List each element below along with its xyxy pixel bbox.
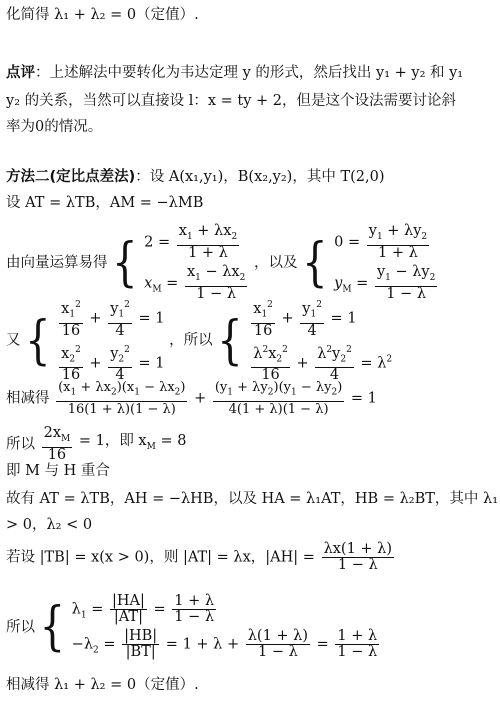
subtract-line: 相减得 $\frac{(x_1 + \lambda x_2)(x_1 - \lambda x_2)}{16(1 + \lambda)(1 - \lambda)}$ + $\frac{(y_1 + \lambda y_2)(y_1 - \lambda y_2)}{4(1 + \lambda)(1 - \lambda)}$ = 1 — [6, 380, 377, 417]
ellipse-system-line — [6, 296, 392, 385]
subtract-end: = 1 — [350, 390, 377, 407]
method-two-text: ：设 A(x₁,y₁)，B(x₂,y₂)，其中 T(2,0) — [135, 169, 385, 185]
conclusion-line-1: 化简得 λ₁ + λ₂ = 0（定值）. — [6, 7, 199, 23]
left-brace: { — [112, 232, 138, 293]
coincide-line: 即 M 与 H 重合 — [6, 463, 110, 479]
comment-line-2: y₂ 的关系，当然可以直接设 l：x = ty + 2，但是这个设法需要讨论斜 — [6, 93, 457, 109]
system-y: 0 = $\frac{y_1 + \lambda y_2}{1 + \lambda}$ $y_M$ = $\frac{y_1 - \lambda y_2}{1 - \lambda}$ — [334, 223, 436, 302]
assume-prefix: 若设 |TB| = x(x > 0)，则 |AT| = λx，|AH| = — [6, 549, 315, 566]
you-prefix: 又 — [6, 332, 21, 349]
left-brace: { — [302, 232, 328, 293]
comment-line-3: 率为0的情况。 — [6, 119, 103, 135]
left-brace: { — [39, 597, 66, 658]
vector-setup-line: 设 AT = λTB，AM = −λMB — [6, 195, 204, 211]
xm-tail: = 8 — [155, 433, 187, 450]
ellipse-system-1: $\frac{x_1^2}{16}$ + $\frac{y_1^2}{4}$ = 1 $\frac{x_2^2}{16}$ + $\frac{y_2^2}{4}$ = 1 — [61, 300, 165, 384]
comment-line — [6, 64, 463, 82]
left-brace: { — [25, 310, 51, 371]
ratio-line: 故有 AT = λTB，AH = −λHB，以及 HA = λ₁AT，HB = λ₂BT，其中 λ₁ — [6, 491, 499, 507]
lambda-prefix: 所以 — [6, 619, 35, 636]
subtract-prefix: 相减得 — [6, 390, 50, 407]
comment-label: 点评 — [6, 65, 35, 81]
comment-text: ：上述解法中要转化为韦达定理 y 的形式，然后找出 y₁ + y₂ 和 y₁ — [35, 65, 464, 81]
method-two-line — [6, 168, 385, 186]
final-line: 相减得 λ₁ + λ₂ = 0（定值）. — [6, 677, 199, 693]
xm-line: 所以 $\frac{2x_M}{16}$ = 1，即 $x_M = 8$ — [6, 425, 187, 463]
lambda-system-line — [6, 592, 381, 663]
vector-result-mid: ，以及 — [253, 254, 298, 271]
ratio-line-2: > 0，λ₂ < 0 — [6, 517, 93, 533]
vector-result-line — [6, 222, 439, 304]
suoyi-mid: ，所以 — [169, 332, 213, 349]
method-two-label: 方法二(定比点差法) — [6, 169, 136, 185]
lambda-system: $\lambda_1$ = $\frac{|HA|}{|AT|}$ = $\frac{1 + \lambda}{1 - \lambda}$ $-\lambda_2$ = $\frac{|HB|}{|BT|}$ = 1 + λ + $\frac{\lambda(1 + \lambda)}{1 - \lambda}$ = $\frac{1 + \lambda}{1 - \lambda}$ — [71, 593, 378, 661]
xm-prefix: 所以 — [6, 436, 35, 453]
xm-end: = 1，即 x — [78, 433, 147, 450]
vector-result-prefix: 由向量运算易得 — [6, 254, 108, 271]
ellipse-system-2: $\frac{x_1^2}{16}$ + $\frac{y_1^2}{4}$ = 1 $\frac{\lambda^2x_2^2}{16}$ + $\frac{\lambda^2y_2^2}{4}$ = $\lambda^2$ — [253, 300, 393, 384]
assume-line: 若设 |TB| = x(x > 0)，则 |AT| = λx，|AH| = $\frac{\lambda x(1 + \lambda)}{1 - \lambda}$ — [6, 541, 393, 573]
left-brace: { — [217, 310, 243, 371]
system-x: 2 = $\frac{x_1 + \lambda x_2}{1 + \lambda}$ $x_M$ = $\frac{x_1 - \lambda x_2}{1 - \lambda}$ — [144, 223, 246, 302]
